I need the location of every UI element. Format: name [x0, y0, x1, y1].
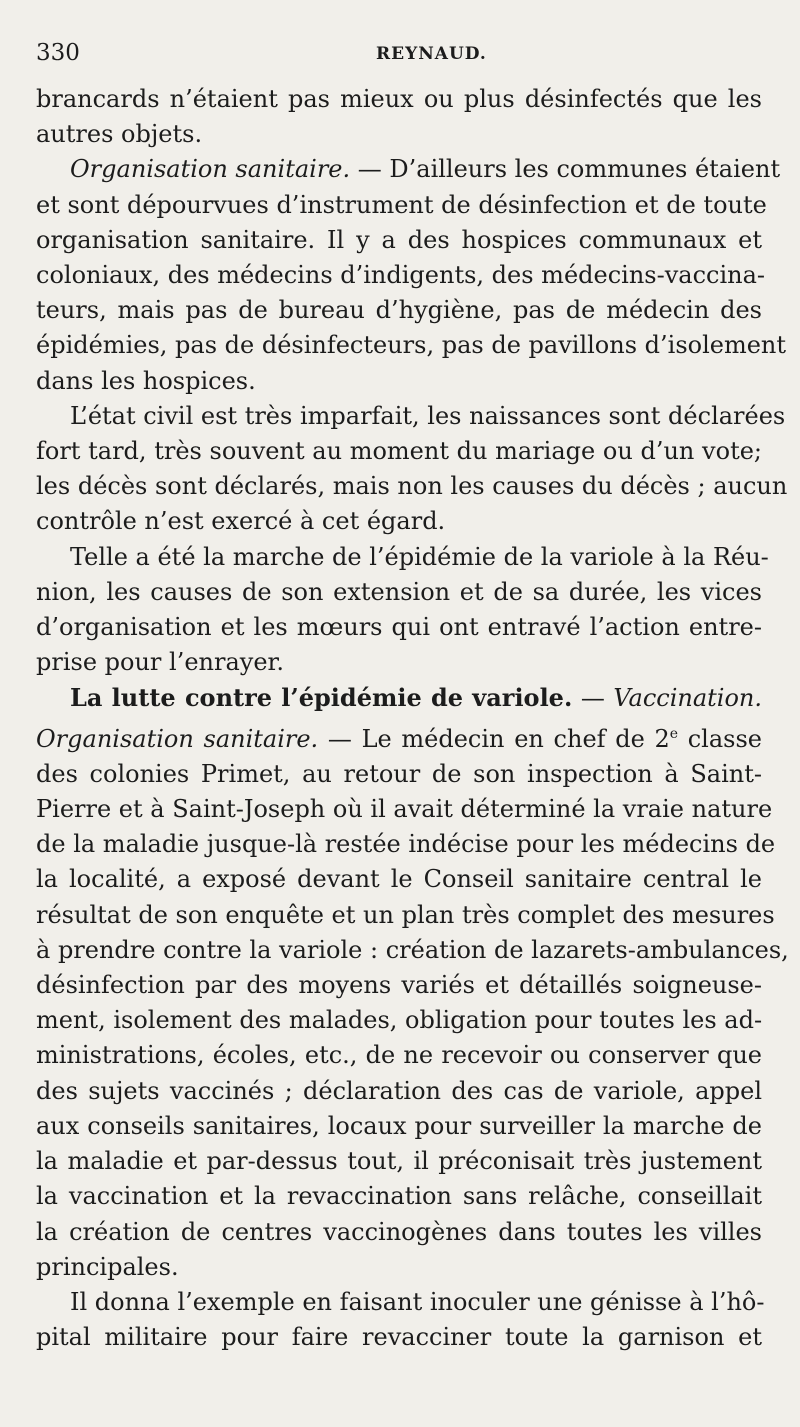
- text-line: contrôle n’est exercé à cet égard.: [36, 507, 446, 536]
- section-heading-line: La lutte contre l’épidémie de variole. — Vaccination.: [70, 683, 762, 713]
- text-line: fort tard, très souvent au moment du mariage ou d’un vote;: [36, 437, 762, 466]
- section-heading-bold: La lutte contre l’épidémie de variole.: [70, 683, 573, 713]
- text-line: épidémies, pas de désinfecteurs, pas de pavillons d’isolement: [36, 331, 787, 360]
- text-line: ment, isolement des malades, obligation pour toutes les ad-: [36, 1006, 763, 1035]
- text-line: aux conseils sanitaires, locaux pour surveiller la marche de: [36, 1111, 762, 1140]
- running-title: REYNAUD.: [376, 44, 487, 64]
- text-line: d’organisation et les mœurs qui ont entravé l’action entre-: [36, 613, 762, 642]
- text-line: brancards n’étaient pas mieux ou plus désinfectés que les: [36, 85, 762, 113]
- text-line: Il donna l’exemple en faisant inoculer une génisse à l’hô-: [70, 1287, 765, 1316]
- text-line: et sont dépourvues d’instrument de désinfection et de toute: [36, 190, 767, 219]
- text-line: pital militaire pour faire revacciner toute la garnison et: [36, 1323, 762, 1352]
- text-line: Organisation sanitaire. — Le médecin en chef de 2e classe: [36, 724, 762, 753]
- text-line: teurs, mais pas de bureau d’hygiène, pas de médecin des: [36, 296, 762, 325]
- page-number: 330: [36, 40, 80, 66]
- text-line: ministrations, écoles, etc., de ne recevoir ou conserver que: [36, 1041, 762, 1070]
- text-line: L’état civil est très imparfait, les naissances sont déclarées: [70, 401, 786, 430]
- text-line: des colonies Primet, au retour de son inspection à Saint-: [36, 759, 762, 788]
- text-line: Telle a été la marche de l’épidémie de la variole à la Réu-: [70, 542, 769, 571]
- text-line: autres objets.: [36, 120, 203, 149]
- text-line: nion, les causes de son extension et de sa durée, les vices: [36, 577, 762, 606]
- text-line: la localité, a exposé devant le Conseil sanitaire central le: [36, 865, 762, 894]
- section-subheading-italic: Vaccination.: [613, 684, 762, 713]
- text-line: à prendre contre la variole : création de lazarets-ambulances,: [36, 935, 789, 964]
- text-line: Pierre et à Saint-Joseph où il avait déterminé la vraie nature: [36, 795, 773, 824]
- text-line: des sujets vaccinés ; déclaration des cas de variole, appel: [36, 1076, 762, 1105]
- text-line: la maladie et par-dessus tout, il préconisait très justement: [36, 1147, 762, 1176]
- text-line: organisation sanitaire. Il y a des hospices communaux et: [36, 225, 762, 254]
- body-text: [36, 82, 789, 1355]
- text-line: les décès sont déclarés, mais non les causes du décès ; aucun: [36, 472, 788, 501]
- text-line: la vaccination et la revaccination sans relâche, conseillait: [36, 1182, 762, 1211]
- section-heading-italic: Organisation sanitaire.: [70, 155, 351, 184]
- text-line: coloniaux, des médecins d’indigents, des médecins-vaccina-: [36, 261, 766, 290]
- text-line: de la maladie jusque-là restée indécise pour les médecins de: [36, 830, 776, 859]
- text-line: résultat de son enquête et un plan très complet des mesures: [36, 900, 775, 929]
- text-line: désinfection par des moyens variés et détaillés soigneuse-: [36, 971, 762, 1000]
- running-header: [36, 40, 764, 74]
- text-line: dans les hospices.: [36, 366, 256, 395]
- text-line: Organisation sanitaire. — D’ailleurs les communes étaient: [70, 155, 781, 184]
- text-line: la création de centres vaccinogènes dans toutes les villes: [36, 1217, 762, 1246]
- section-subheading-italic: Organisation sanitaire.: [36, 724, 319, 753]
- text-line: principales.: [36, 1252, 179, 1281]
- text-line: prise pour l’enrayer.: [36, 648, 285, 677]
